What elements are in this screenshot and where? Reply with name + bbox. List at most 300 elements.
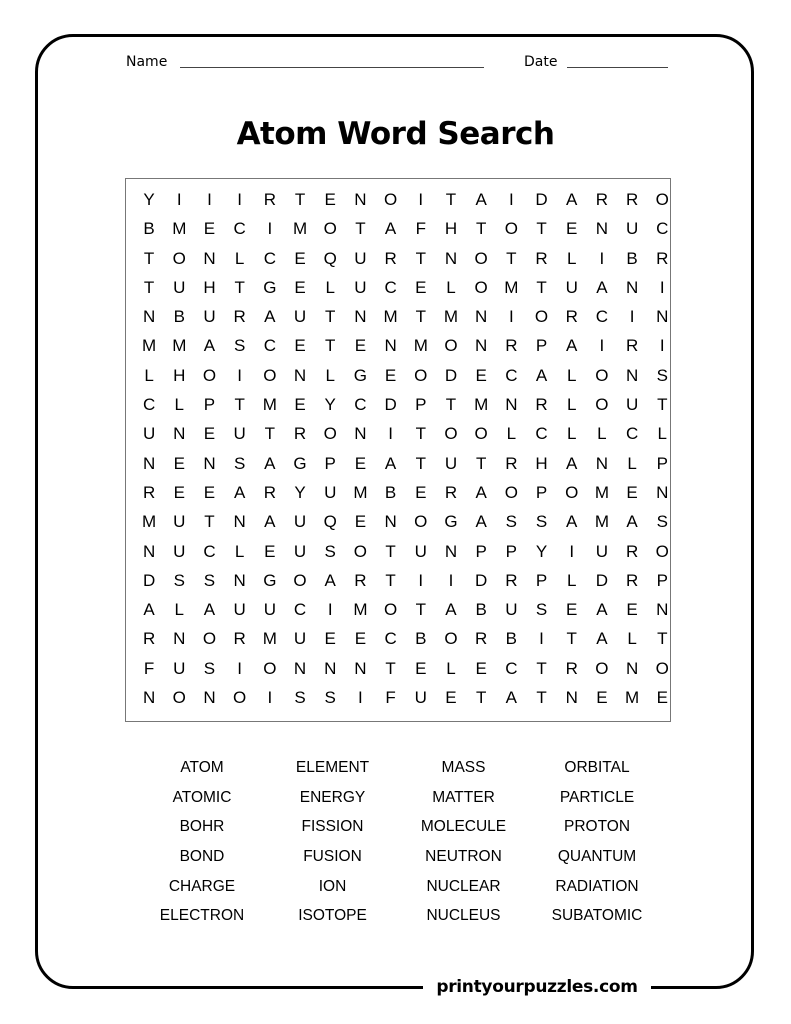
grid-letter[interactable]: E <box>596 688 608 708</box>
grid-letter[interactable]: R <box>233 629 246 649</box>
grid-letter[interactable]: O <box>565 482 579 502</box>
grid-letter[interactable]: D <box>475 570 488 590</box>
grid-letter[interactable]: M <box>504 277 519 297</box>
grid-letter[interactable]: T <box>294 190 306 209</box>
grid-letter[interactable]: E <box>566 600 578 620</box>
grid-letter[interactable]: I <box>599 336 605 356</box>
grid-letter[interactable]: G <box>293 453 307 473</box>
grid-letter[interactable]: E <box>294 277 306 297</box>
grid-letter[interactable]: N <box>233 512 246 532</box>
grid-letter[interactable]: A <box>264 512 276 532</box>
grid-letter[interactable]: N <box>625 365 639 385</box>
grid-letter[interactable]: E <box>354 512 367 532</box>
grid-letter[interactable]: R <box>384 248 397 268</box>
grid-letter[interactable]: S <box>505 512 518 532</box>
grid-letter[interactable]: S <box>203 570 216 590</box>
grid-letter[interactable]: E <box>294 248 306 268</box>
grid-letter[interactable]: N <box>384 336 397 356</box>
grid-letter[interactable]: Y <box>143 190 155 209</box>
grid-letter[interactable]: A <box>203 336 216 356</box>
grid-letter[interactable]: O <box>595 365 609 385</box>
grid-letter[interactable]: T <box>385 658 396 678</box>
grid-letter[interactable]: U <box>263 600 276 620</box>
grid-letter[interactable]: T <box>475 219 487 239</box>
grid-letter[interactable]: L <box>446 277 456 297</box>
grid-letter[interactable]: M <box>474 395 489 415</box>
grid-letter[interactable]: L <box>566 570 577 590</box>
grid-letter[interactable]: I <box>629 307 635 327</box>
grid-letter[interactable]: T <box>415 453 426 473</box>
grid-letter[interactable]: R <box>142 629 156 649</box>
grid-letter[interactable]: U <box>173 512 186 532</box>
grid-letter[interactable]: O <box>655 541 669 561</box>
grid-letter[interactable]: U <box>293 512 307 532</box>
grid-letter[interactable]: S <box>233 453 246 473</box>
grid-letter[interactable]: R <box>263 482 276 502</box>
grid-letter[interactable]: O <box>595 395 609 415</box>
grid-letter[interactable]: A <box>626 512 638 532</box>
grid-letter[interactable]: P <box>656 453 668 473</box>
grid-letter[interactable]: U <box>233 600 246 620</box>
grid-letter[interactable]: S <box>324 541 336 561</box>
grid-letter[interactable]: T <box>264 424 276 444</box>
grid-letter[interactable]: I <box>508 307 514 327</box>
grid-letter[interactable]: E <box>415 658 427 678</box>
grid-letter[interactable]: T <box>143 248 155 268</box>
grid-letter[interactable]: U <box>173 277 186 297</box>
grid-letter[interactable]: E <box>445 688 457 708</box>
grid-letter[interactable]: L <box>657 424 668 444</box>
grid-letter[interactable]: E <box>173 453 185 473</box>
grid-letter[interactable]: T <box>475 453 487 473</box>
grid-letter[interactable]: I <box>388 424 393 444</box>
grid-letter[interactable]: T <box>657 395 668 415</box>
grid-letter[interactable]: C <box>384 629 397 649</box>
grid-letter[interactable]: C <box>203 541 216 561</box>
grid-letter[interactable]: U <box>173 541 186 561</box>
grid-letter[interactable]: E <box>294 395 306 415</box>
grid-letter[interactable]: A <box>445 600 457 620</box>
grid-letter[interactable]: P <box>535 336 548 356</box>
grid-letter[interactable]: D <box>535 190 548 209</box>
grid-letter[interactable]: E <box>173 482 185 502</box>
grid-letter[interactable]: I <box>267 219 273 239</box>
grid-letter[interactable]: S <box>233 336 246 356</box>
grid-letter[interactable]: T <box>506 248 517 268</box>
grid-letter[interactable]: I <box>659 336 665 356</box>
grid-letter[interactable]: P <box>535 482 548 502</box>
grid-letter[interactable]: I <box>267 688 273 708</box>
grid-letter[interactable]: I <box>237 658 243 678</box>
grid-letter[interactable]: I <box>237 190 243 209</box>
grid-letter[interactable]: E <box>475 658 487 678</box>
grid-letter[interactable]: R <box>625 541 639 561</box>
grid-letter[interactable]: P <box>324 453 336 473</box>
grid-letter[interactable]: O <box>474 424 488 444</box>
grid-letter[interactable]: N <box>565 688 578 708</box>
grid-letter[interactable]: L <box>506 424 517 444</box>
grid-letter[interactable]: U <box>324 482 337 502</box>
grid-letter[interactable]: N <box>142 541 156 561</box>
grid-letter[interactable]: H <box>444 219 458 239</box>
grid-letter[interactable]: T <box>415 248 426 268</box>
grid-letter[interactable]: L <box>234 248 245 268</box>
grid-letter[interactable]: E <box>203 424 216 444</box>
grid-letter[interactable]: N <box>203 248 216 268</box>
grid-letter[interactable]: A <box>566 190 578 209</box>
grid-letter[interactable]: O <box>263 658 277 678</box>
grid-letter[interactable]: O <box>172 248 186 268</box>
grid-letter[interactable]: S <box>173 570 185 590</box>
grid-letter[interactable]: E <box>354 629 367 649</box>
grid-letter[interactable]: O <box>444 629 458 649</box>
grid-letter[interactable]: M <box>172 336 187 356</box>
grid-letter[interactable]: O <box>655 190 669 209</box>
grid-letter[interactable]: O <box>233 688 247 708</box>
grid-letter[interactable]: E <box>415 277 427 297</box>
grid-letter[interactable]: Y <box>535 541 548 561</box>
grid-letter[interactable]: O <box>504 219 518 239</box>
grid-letter[interactable]: F <box>415 219 426 239</box>
grid-letter[interactable]: T <box>325 336 336 356</box>
grid-letter[interactable]: D <box>142 570 156 590</box>
grid-letter[interactable]: E <box>294 336 306 356</box>
grid-letter[interactable]: A <box>566 453 578 473</box>
grid-letter[interactable]: N <box>142 307 156 327</box>
grid-letter[interactable]: I <box>418 570 424 590</box>
grid-letter[interactable]: E <box>475 365 487 385</box>
grid-letter[interactable]: T <box>385 570 396 590</box>
grid-letter[interactable]: A <box>143 600 155 620</box>
grid-letter[interactable]: N <box>293 365 307 385</box>
grid-letter[interactable]: T <box>234 395 245 415</box>
grid-letter[interactable]: L <box>234 541 245 561</box>
grid-letter[interactable]: P <box>475 541 487 561</box>
grid-letter[interactable]: N <box>444 541 458 561</box>
grid-letter[interactable]: R <box>656 248 669 268</box>
grid-letter[interactable]: C <box>505 365 518 385</box>
grid-letter[interactable]: C <box>263 336 276 356</box>
grid-letter[interactable]: G <box>263 277 277 297</box>
grid-letter[interactable]: C <box>142 395 156 415</box>
grid-letter[interactable]: U <box>354 248 367 268</box>
grid-letter[interactable]: L <box>325 277 335 297</box>
grid-letter[interactable]: S <box>656 365 668 385</box>
grid-letter[interactable]: E <box>566 219 578 239</box>
grid-letter[interactable]: C <box>233 219 246 239</box>
grid-letter[interactable]: T <box>415 424 426 444</box>
grid-letter[interactable]: I <box>569 541 575 561</box>
grid-letter[interactable]: M <box>262 629 277 649</box>
grid-letter[interactable]: C <box>505 658 518 678</box>
grid-letter[interactable]: O <box>263 365 277 385</box>
grid-letter[interactable]: M <box>383 307 398 327</box>
grid-letter[interactable]: C <box>625 424 639 444</box>
grid-letter[interactable]: N <box>475 336 488 356</box>
grid-letter[interactable]: L <box>174 395 185 415</box>
grid-letter[interactable]: A <box>475 482 487 502</box>
grid-letter[interactable]: E <box>354 336 367 356</box>
grid-letter[interactable]: Y <box>324 395 336 415</box>
grid-letter[interactable]: A <box>535 365 548 385</box>
grid-letter[interactable]: A <box>203 600 216 620</box>
grid-letter[interactable]: T <box>566 629 577 649</box>
grid-letter[interactable]: T <box>143 277 155 297</box>
grid-letter[interactable]: U <box>293 541 307 561</box>
grid-letter[interactable]: N <box>203 453 216 473</box>
grid-letter[interactable]: L <box>627 453 637 473</box>
grid-letter[interactable]: O <box>444 424 458 444</box>
grid-letter[interactable]: N <box>656 600 669 620</box>
grid-letter[interactable]: S <box>535 600 548 620</box>
grid-letter[interactable]: H <box>173 365 186 385</box>
grid-letter[interactable]: T <box>325 307 336 327</box>
grid-letter[interactable]: R <box>505 453 518 473</box>
grid-letter[interactable]: C <box>595 307 609 327</box>
grid-letter[interactable]: E <box>203 219 216 239</box>
grid-letter[interactable]: B <box>626 248 638 268</box>
grid-letter[interactable]: B <box>475 600 487 620</box>
grid-letter[interactable]: O <box>323 219 337 239</box>
grid-letter[interactable]: E <box>656 688 668 708</box>
grid-letter[interactable]: O <box>474 248 488 268</box>
grid-letter[interactable]: A <box>233 482 246 502</box>
grid-letter[interactable]: R <box>444 482 458 502</box>
grid-letter[interactable]: R <box>142 482 156 502</box>
grid-letter[interactable]: U <box>142 424 156 444</box>
grid-letter[interactable]: T <box>204 512 215 532</box>
grid-letter[interactable]: E <box>354 453 367 473</box>
grid-letter[interactable]: T <box>445 395 457 415</box>
grid-letter[interactable]: O <box>534 307 549 327</box>
grid-letter[interactable]: P <box>656 570 668 590</box>
grid-letter[interactable]: A <box>324 570 336 590</box>
grid-letter[interactable]: N <box>625 658 639 678</box>
grid-letter[interactable]: M <box>142 336 157 356</box>
grid-letter[interactable]: R <box>354 570 367 590</box>
grid-letter[interactable]: U <box>595 541 609 561</box>
grid-letter[interactable]: A <box>505 688 518 708</box>
grid-letter[interactable]: N <box>203 688 216 708</box>
grid-letter[interactable]: I <box>599 248 605 268</box>
grid-letter[interactable]: U <box>293 307 307 327</box>
grid-letter[interactable]: U <box>565 277 578 297</box>
grid-letter[interactable]: T <box>415 307 426 327</box>
grid-letter[interactable]: L <box>566 248 577 268</box>
grid-letter[interactable]: U <box>414 541 427 561</box>
grid-letter[interactable]: E <box>626 600 638 620</box>
grid-letter[interactable]: U <box>233 424 246 444</box>
grid-letter[interactable]: T <box>385 541 396 561</box>
grid-letter[interactable]: E <box>415 482 427 502</box>
grid-letter[interactable]: O <box>655 658 669 678</box>
grid-letter[interactable]: P <box>505 541 518 561</box>
date-field-line[interactable] <box>567 67 668 68</box>
grid-letter[interactable]: R <box>293 424 307 444</box>
grid-letter[interactable]: O <box>202 629 217 649</box>
grid-letter[interactable]: D <box>384 395 397 415</box>
grid-letter[interactable]: Y <box>294 482 306 502</box>
grid-letter[interactable]: H <box>203 277 216 297</box>
grid-letter[interactable]: L <box>325 365 335 385</box>
grid-letter[interactable]: T <box>445 190 457 209</box>
grid-letter[interactable]: R <box>625 336 639 356</box>
grid-letter[interactable]: R <box>505 570 518 590</box>
grid-letter[interactable]: N <box>354 307 367 327</box>
grid-letter[interactable]: C <box>354 395 367 415</box>
grid-letter[interactable]: I <box>659 277 665 297</box>
grid-letter[interactable]: O <box>474 277 488 297</box>
grid-letter[interactable]: I <box>358 688 363 708</box>
grid-letter[interactable]: L <box>446 658 456 678</box>
grid-letter[interactable]: I <box>539 629 544 649</box>
grid-letter[interactable]: N <box>354 190 367 209</box>
grid-letter[interactable]: T <box>355 219 366 239</box>
grid-letter[interactable]: Q <box>323 248 337 268</box>
name-field-line[interactable] <box>180 67 484 68</box>
grid-letter[interactable]: O <box>444 336 458 356</box>
grid-letter[interactable]: H <box>535 453 548 473</box>
grid-letter[interactable]: O <box>595 658 609 678</box>
grid-letter[interactable]: M <box>353 482 368 502</box>
grid-letter[interactable]: O <box>323 424 337 444</box>
grid-letter[interactable]: T <box>536 219 547 239</box>
grid-letter[interactable]: G <box>353 365 368 385</box>
grid-letter[interactable]: U <box>173 658 186 678</box>
grid-letter[interactable]: N <box>354 424 367 444</box>
grid-letter[interactable]: N <box>625 277 639 297</box>
grid-letter[interactable]: O <box>414 512 428 532</box>
grid-letter[interactable]: M <box>172 219 187 239</box>
grid-letter[interactable]: A <box>596 600 608 620</box>
grid-letter[interactable]: S <box>324 688 336 708</box>
grid-letter[interactable]: M <box>292 219 308 239</box>
grid-letter[interactable]: B <box>173 307 185 327</box>
grid-letter[interactable]: T <box>475 688 487 708</box>
grid-letter[interactable]: F <box>385 688 396 708</box>
grid-letter[interactable]: N <box>595 219 609 239</box>
grid-letter[interactable]: S <box>535 512 548 532</box>
grid-letter[interactable]: D <box>595 570 609 590</box>
grid-letter[interactable]: U <box>444 453 458 473</box>
grid-letter[interactable]: N <box>444 248 458 268</box>
grid-letter[interactable]: G <box>263 570 277 590</box>
grid-letter[interactable]: L <box>566 395 577 415</box>
grid-letter[interactable]: U <box>505 600 518 620</box>
grid-letter[interactable]: M <box>443 307 459 327</box>
grid-letter[interactable]: L <box>144 365 154 385</box>
grid-letter[interactable]: R <box>565 307 578 327</box>
grid-letter[interactable]: O <box>353 541 368 561</box>
grid-letter[interactable]: A <box>475 512 487 532</box>
grid-letter[interactable]: B <box>143 219 155 239</box>
grid-letter[interactable]: I <box>176 190 182 209</box>
grid-letter[interactable]: N <box>233 570 246 590</box>
grid-letter[interactable]: M <box>625 688 640 708</box>
grid-letter[interactable]: P <box>535 570 548 590</box>
grid-letter[interactable]: P <box>203 395 216 415</box>
grid-letter[interactable]: I <box>508 190 514 209</box>
grid-letter[interactable]: T <box>536 688 547 708</box>
grid-letter[interactable]: N <box>142 453 156 473</box>
grid-letter[interactable]: O <box>414 365 428 385</box>
grid-letter[interactable]: F <box>143 658 155 678</box>
grid-letter[interactable]: I <box>448 570 454 590</box>
grid-letter[interactable]: S <box>294 688 306 708</box>
grid-letter[interactable]: T <box>234 277 245 297</box>
grid-letter[interactable]: N <box>173 629 186 649</box>
grid-letter[interactable]: M <box>353 600 368 620</box>
grid-letter[interactable]: N <box>173 424 186 444</box>
grid-letter[interactable]: N <box>354 658 367 678</box>
grid-letter[interactable]: M <box>142 512 157 532</box>
grid-letter[interactable]: B <box>505 629 518 649</box>
grid-letter[interactable]: E <box>324 629 336 649</box>
grid-letter[interactable]: T <box>657 629 668 649</box>
grid-letter[interactable]: A <box>596 629 608 649</box>
grid-letter[interactable]: U <box>203 307 216 327</box>
grid-letter[interactable]: L <box>627 629 637 649</box>
grid-letter[interactable]: E <box>203 482 216 502</box>
grid-letter[interactable]: S <box>656 512 668 532</box>
grid-letter[interactable]: A <box>264 453 276 473</box>
grid-letter[interactable]: S <box>203 658 216 678</box>
grid-letter[interactable]: L <box>566 365 577 385</box>
grid-letter[interactable]: N <box>384 512 397 532</box>
grid-letter[interactable]: R <box>233 307 246 327</box>
grid-letter[interactable]: R <box>505 336 518 356</box>
grid-letter[interactable]: A <box>566 336 578 356</box>
grid-letter[interactable]: A <box>384 453 397 473</box>
grid-letter[interactable]: E <box>626 482 638 502</box>
grid-letter[interactable]: M <box>594 512 609 532</box>
grid-letter[interactable]: C <box>535 424 548 444</box>
grid-letter[interactable]: T <box>536 658 547 678</box>
grid-letter[interactable]: L <box>597 424 607 444</box>
grid-letter[interactable]: R <box>475 629 488 649</box>
grid-letter[interactable]: O <box>172 688 186 708</box>
grid-letter[interactable]: I <box>237 365 243 385</box>
grid-letter[interactable]: I <box>327 600 333 620</box>
grid-letter[interactable]: R <box>535 248 548 268</box>
grid-letter[interactable]: U <box>354 277 367 297</box>
grid-letter[interactable]: B <box>384 482 397 502</box>
grid-letter[interactable]: A <box>264 307 276 327</box>
grid-letter[interactable]: C <box>293 600 307 620</box>
grid-letter[interactable]: A <box>596 277 608 297</box>
grid-letter[interactable]: I <box>207 190 212 209</box>
grid-letter[interactable]: O <box>383 600 398 620</box>
grid-letter[interactable]: U <box>414 688 427 708</box>
grid-letter[interactable]: M <box>594 482 609 502</box>
grid-letter[interactable]: N <box>293 658 307 678</box>
grid-letter[interactable]: N <box>324 658 337 678</box>
grid-letter[interactable]: O <box>202 365 217 385</box>
grid-letter[interactable]: N <box>475 307 488 327</box>
grid-letter[interactable]: B <box>415 629 427 649</box>
grid-letter[interactable]: N <box>142 688 156 708</box>
grid-letter[interactable]: D <box>444 365 458 385</box>
grid-letter[interactable]: R <box>625 190 639 209</box>
grid-letter[interactable]: U <box>625 395 639 415</box>
grid-letter[interactable]: L <box>174 600 185 620</box>
grid-letter[interactable]: R <box>595 190 609 209</box>
grid-letter[interactable]: Q <box>323 512 337 532</box>
grid-letter[interactable]: A <box>384 219 397 239</box>
grid-letter[interactable]: E <box>264 541 276 561</box>
grid-letter[interactable]: R <box>625 570 639 590</box>
grid-letter[interactable]: A <box>475 190 487 209</box>
